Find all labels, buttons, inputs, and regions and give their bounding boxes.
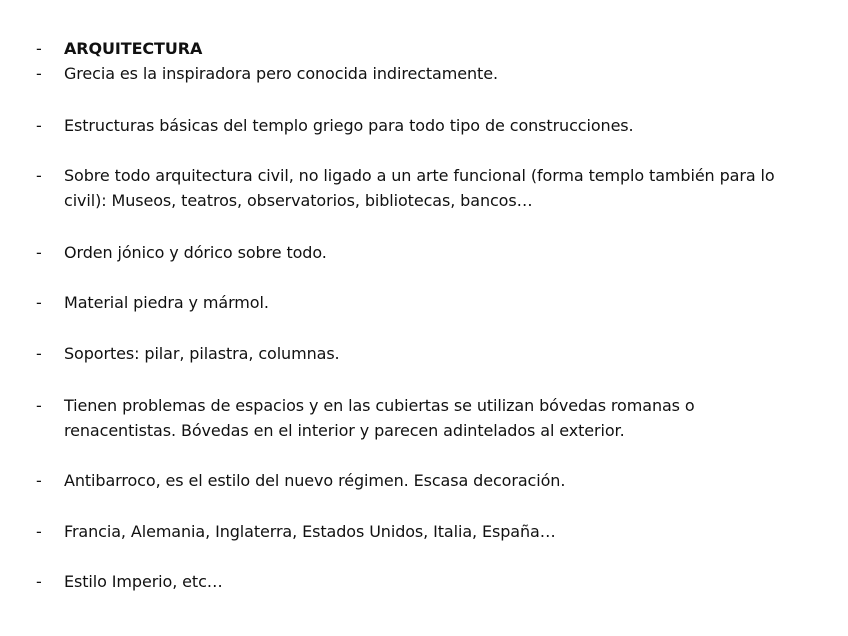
bullet-dash: - <box>36 293 42 312</box>
bullet-dash: - <box>36 522 42 541</box>
bullet-dash: - <box>36 344 42 363</box>
list-item-heading <box>36 36 806 61</box>
list-item-text: Grecia es la inspiradora pero conocida indirectamente. <box>64 64 498 83</box>
bullet-dash: - <box>36 39 42 58</box>
list-item <box>36 341 806 366</box>
list-item-text: Soportes: pilar, pilastra, columnas. <box>64 344 340 363</box>
list-item <box>36 113 806 138</box>
bullet-dash: - <box>36 64 42 83</box>
list-item <box>36 393 806 443</box>
list-item <box>36 240 806 265</box>
list-item <box>36 519 806 544</box>
list-item <box>36 163 806 213</box>
bullet-dash: - <box>36 166 42 185</box>
list-item <box>36 468 806 493</box>
list-item-text: Sobre todo arquitectura civil, no ligado a un arte funcional (forma templo también para lo civil): Museos, teatros, observatorios, bibliotecas, bancos… <box>64 166 775 210</box>
list-item-text: Material piedra y mármol. <box>64 293 269 312</box>
list-item <box>36 569 806 594</box>
bullet-dash: - <box>36 116 42 135</box>
list-item-text: Orden jónico y dórico sobre todo. <box>64 243 327 262</box>
list-item-text: Estructuras básicas del templo griego para todo tipo de construcciones. <box>64 116 634 135</box>
bullet-dash: - <box>36 243 42 262</box>
bullet-dash: - <box>36 572 42 591</box>
bullet-dash: - <box>36 396 42 415</box>
list-item-text: Tienen problemas de espacios y en las cubiertas se utilizan bóvedas romanas o renacentistas. Bóvedas en el interior y parecen adintelados al exterior. <box>64 396 695 440</box>
list-item <box>36 61 806 86</box>
list-item-text: Estilo Imperio, etc… <box>64 572 223 591</box>
heading-arquitectura: ARQUITECTURA <box>64 39 203 58</box>
bullet-dash: - <box>36 471 42 490</box>
list-item-text: Antibarroco, es el estilo del nuevo régimen. Escasa decoración. <box>64 471 566 490</box>
list-item-text: Francia, Alemania, Inglaterra, Estados Unidos, Italia, España… <box>64 522 556 541</box>
list-item <box>36 290 806 315</box>
